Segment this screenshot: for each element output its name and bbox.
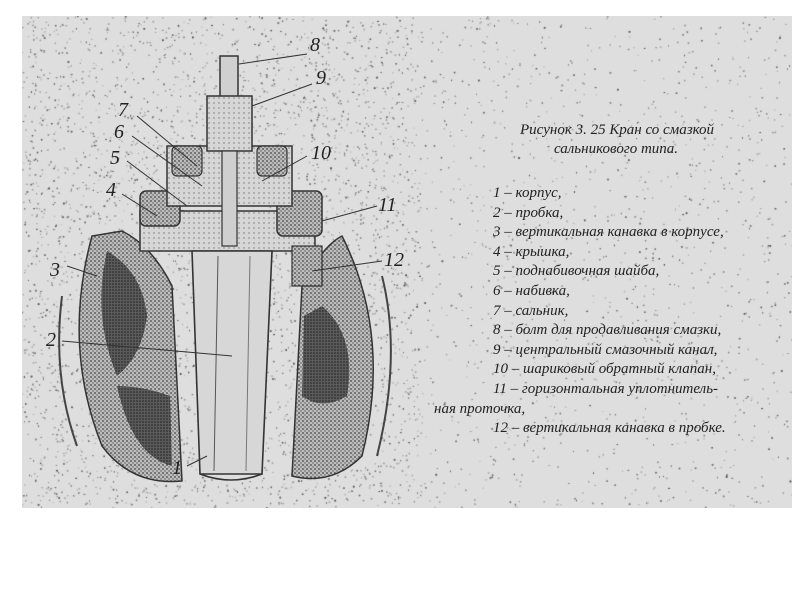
callout-3: 3 xyxy=(50,259,60,281)
caption-line-2: сальникового типа. xyxy=(554,141,679,157)
legend-item: 2 – пробка, xyxy=(493,204,564,221)
legend-item: 10 – шариковый обратный клапан, xyxy=(493,361,716,378)
caption-line-1: Рисунок 3. 25 Кран со смазкой xyxy=(520,122,715,138)
legend-item: 1 – корпус, xyxy=(493,185,562,201)
legend-item-11-line-2: ная проточка, xyxy=(434,400,526,417)
legend-item: 5 – поднабивочная шайба, xyxy=(493,263,660,280)
callout-9: 9 xyxy=(316,67,326,89)
callout-1: 1 xyxy=(172,457,182,479)
legend-item-12: 12 – вертикальная канавка в пробке. xyxy=(493,420,726,437)
scanned-page xyxy=(22,16,792,508)
legend-item: 9 – центральный смазочный канал, xyxy=(493,341,718,358)
legend-item-11-line-1: 11 – горизонтальная уплотнитель- xyxy=(493,380,719,397)
callout-4: 4 xyxy=(106,179,116,201)
callout-10: 10 xyxy=(311,142,331,164)
legend-item: 6 – набивка, xyxy=(493,282,570,299)
valve-plug xyxy=(192,251,272,480)
callout-11: 11 xyxy=(378,194,397,216)
parts-legend xyxy=(434,184,789,439)
legend-item: 4 – крышка, xyxy=(493,243,570,260)
legend-item: 7 – сальник, xyxy=(493,302,569,319)
callout-2: 2 xyxy=(46,329,56,351)
legend-item: 3 – вертикальная канавка в корпусе, xyxy=(493,224,724,241)
callout-6: 6 xyxy=(114,121,124,143)
figure-caption xyxy=(520,121,792,159)
legend-item: 8 – болт для продавливания смазки, xyxy=(493,322,722,339)
callout-8: 8 xyxy=(310,34,320,56)
callout-5: 5 xyxy=(110,147,120,169)
callout-12: 12 xyxy=(384,249,404,271)
callout-7: 7 xyxy=(118,99,128,121)
